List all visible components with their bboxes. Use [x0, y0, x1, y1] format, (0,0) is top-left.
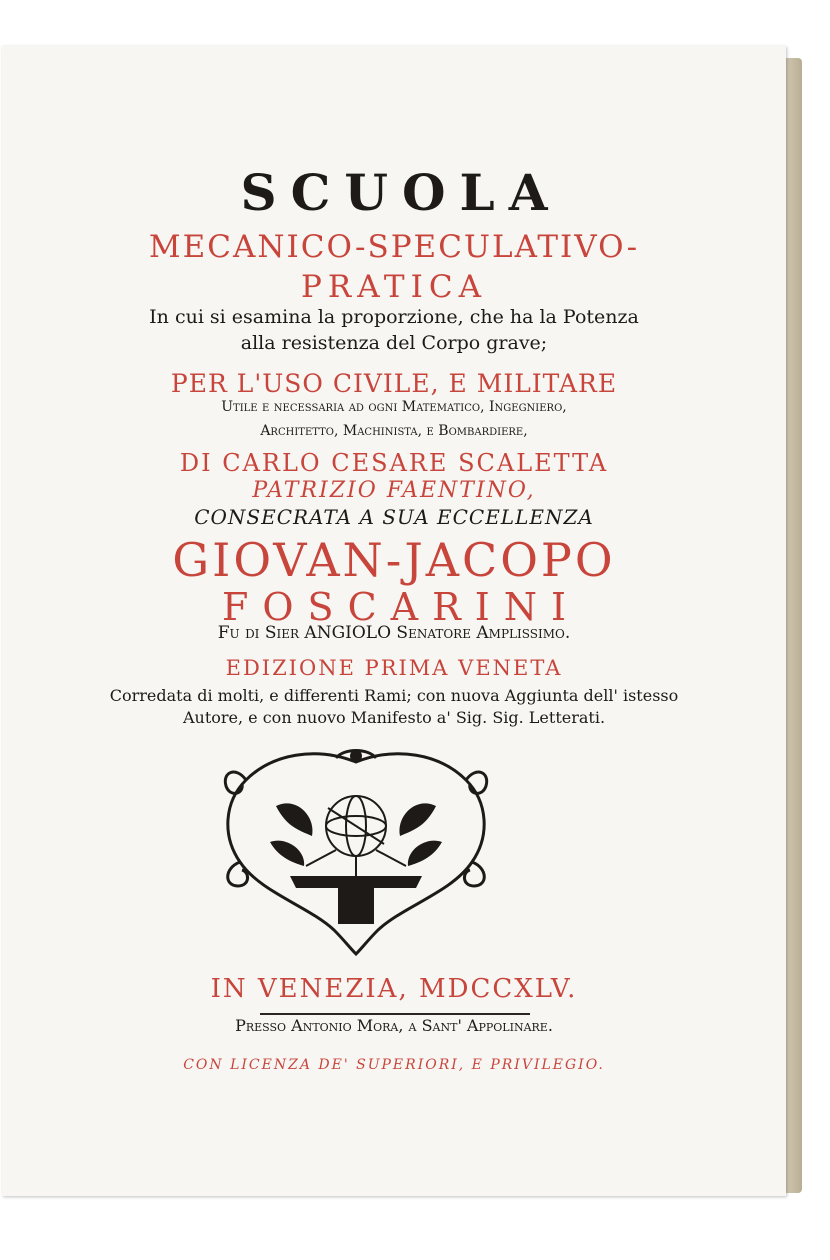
- imprint-printer: Presso Antonio Mora, a Sant' Appolinare.: [235, 1016, 553, 1035]
- title-subtitle-1: MECANICO-SPECULATIVO-: [148, 229, 640, 265]
- description-line-2: alla resistenza del Corpo grave;: [240, 332, 548, 354]
- imprint-divider: [260, 1013, 530, 1015]
- author-title: PATRIZIO FAENTINO,: [252, 478, 536, 503]
- dedicatee-title: Fu di Sier ANGIOLO Senatore Amplissimo.: [217, 623, 571, 643]
- dedicatee-name-2: FOSCARINI: [222, 585, 580, 629]
- author-name: DI CARLO CESARE SCALETTA: [179, 449, 609, 477]
- dedicatee-name-1: GIOVAN-JACOPO: [172, 533, 616, 587]
- dedication-line: CONSECRATA A SUA ECCELLENZA: [194, 505, 594, 529]
- audience-line-2: Architetto, Machinista, e Bombardiere,: [260, 423, 528, 439]
- edition-line: EDIZIONE PRIMA VENETA: [225, 656, 563, 680]
- purpose-line: PER L'USO CIVILE, E MILITARE: [170, 369, 618, 398]
- description-line-1: In cui si esamina la proporzione, che ha la Potenza: [149, 306, 639, 328]
- title-subtitle-2: PRATICA: [301, 269, 487, 305]
- armillary-sphere-cartouche-icon: [216, 746, 496, 956]
- title-page: [2, 46, 786, 1196]
- title-main: SCUOLA: [240, 163, 562, 222]
- imprint-place-date: IN VENEZIA, MDCCXLV.: [210, 974, 578, 1004]
- edition-note-1: Corredata di molti, e differenti Rami; con nuova Aggiunta dell' istesso: [109, 686, 679, 705]
- edition-note-2: Autore, e con nuovo Manifesto a' Sig. Sig. Letterati.: [182, 708, 606, 727]
- audience-line-1: Utile e necessaria ad ogni Matematico, Ingegniero,: [221, 399, 567, 415]
- imprint-license: CON LICENZA DE' SUPERIORI, E PRIVILEGIO.: [183, 1057, 605, 1073]
